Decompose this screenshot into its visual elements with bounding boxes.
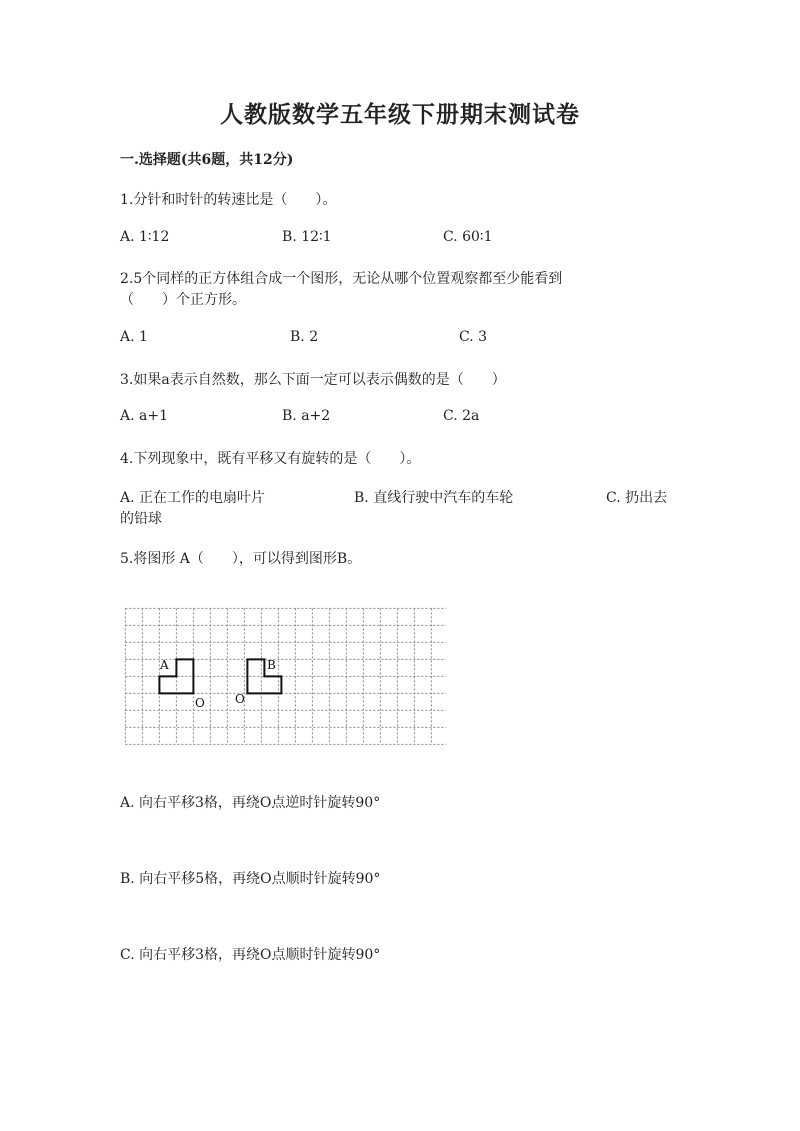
q5-option-a: A. 向右平移3格，再绕O点逆时针旋转90° — [120, 795, 381, 811]
question-2-stem-line1: 2.5个同样的正方体组合成一个图形，无论从哪个位置观察都至少能看到 — [120, 271, 563, 287]
section-heading: 一.选择题(共6题，共12分) — [120, 152, 294, 168]
question-5-stem: 5.将图形 A（ ），可以得到图形B。 — [120, 551, 362, 567]
question-1-stem: 1.分针和时针的转速比是（ ）。 — [120, 192, 337, 208]
question-3-stem: 3.如果a表示自然数，那么下面一定可以表示偶数的是（ ） — [120, 372, 506, 388]
q4-option-b: B. 直线行驶中汽车的车轮 — [354, 490, 514, 506]
q1-option-b: B. 12∶1 — [282, 229, 332, 245]
label-a: A — [160, 658, 169, 672]
shape-b — [247, 659, 281, 693]
question-4-stem: 4.下列现象中，既有平移又有旋转的是（ ）。 — [120, 451, 421, 467]
q4-option-c-continued: 的铅球 — [120, 511, 162, 527]
q2-option-a: A. 1 — [120, 329, 148, 345]
q1-option-c: C. 60∶1 — [443, 229, 493, 245]
q4-option-a: A. 正在工作的电扇叶片 — [120, 490, 266, 506]
q2-option-b: B. 2 — [290, 329, 319, 345]
label-o2: O — [235, 692, 245, 706]
q1-option-a: A. 1∶12 — [120, 229, 170, 245]
q3-option-b: B. a+2 — [282, 408, 331, 424]
label-o1: O — [195, 696, 205, 710]
q5-option-c: C. 向右平移3格，再绕O点顺时针旋转90° — [120, 947, 381, 963]
label-b: B — [267, 658, 276, 672]
grid-figure — [122, 602, 446, 750]
q3-option-c: C. 2a — [443, 408, 480, 424]
q2-option-c: C. 3 — [459, 329, 488, 345]
question-2-stem-line2: （ ）个正方形。 — [120, 292, 246, 308]
q3-option-a: A. a+1 — [120, 408, 168, 424]
page-title: 人教版数学五年级下册期末测试卷 — [220, 101, 580, 128]
q4-option-c: C. 扔出去 — [606, 490, 668, 506]
q5-option-b: B. 向右平移5格，再绕O点顺时针旋转90° — [120, 871, 381, 887]
